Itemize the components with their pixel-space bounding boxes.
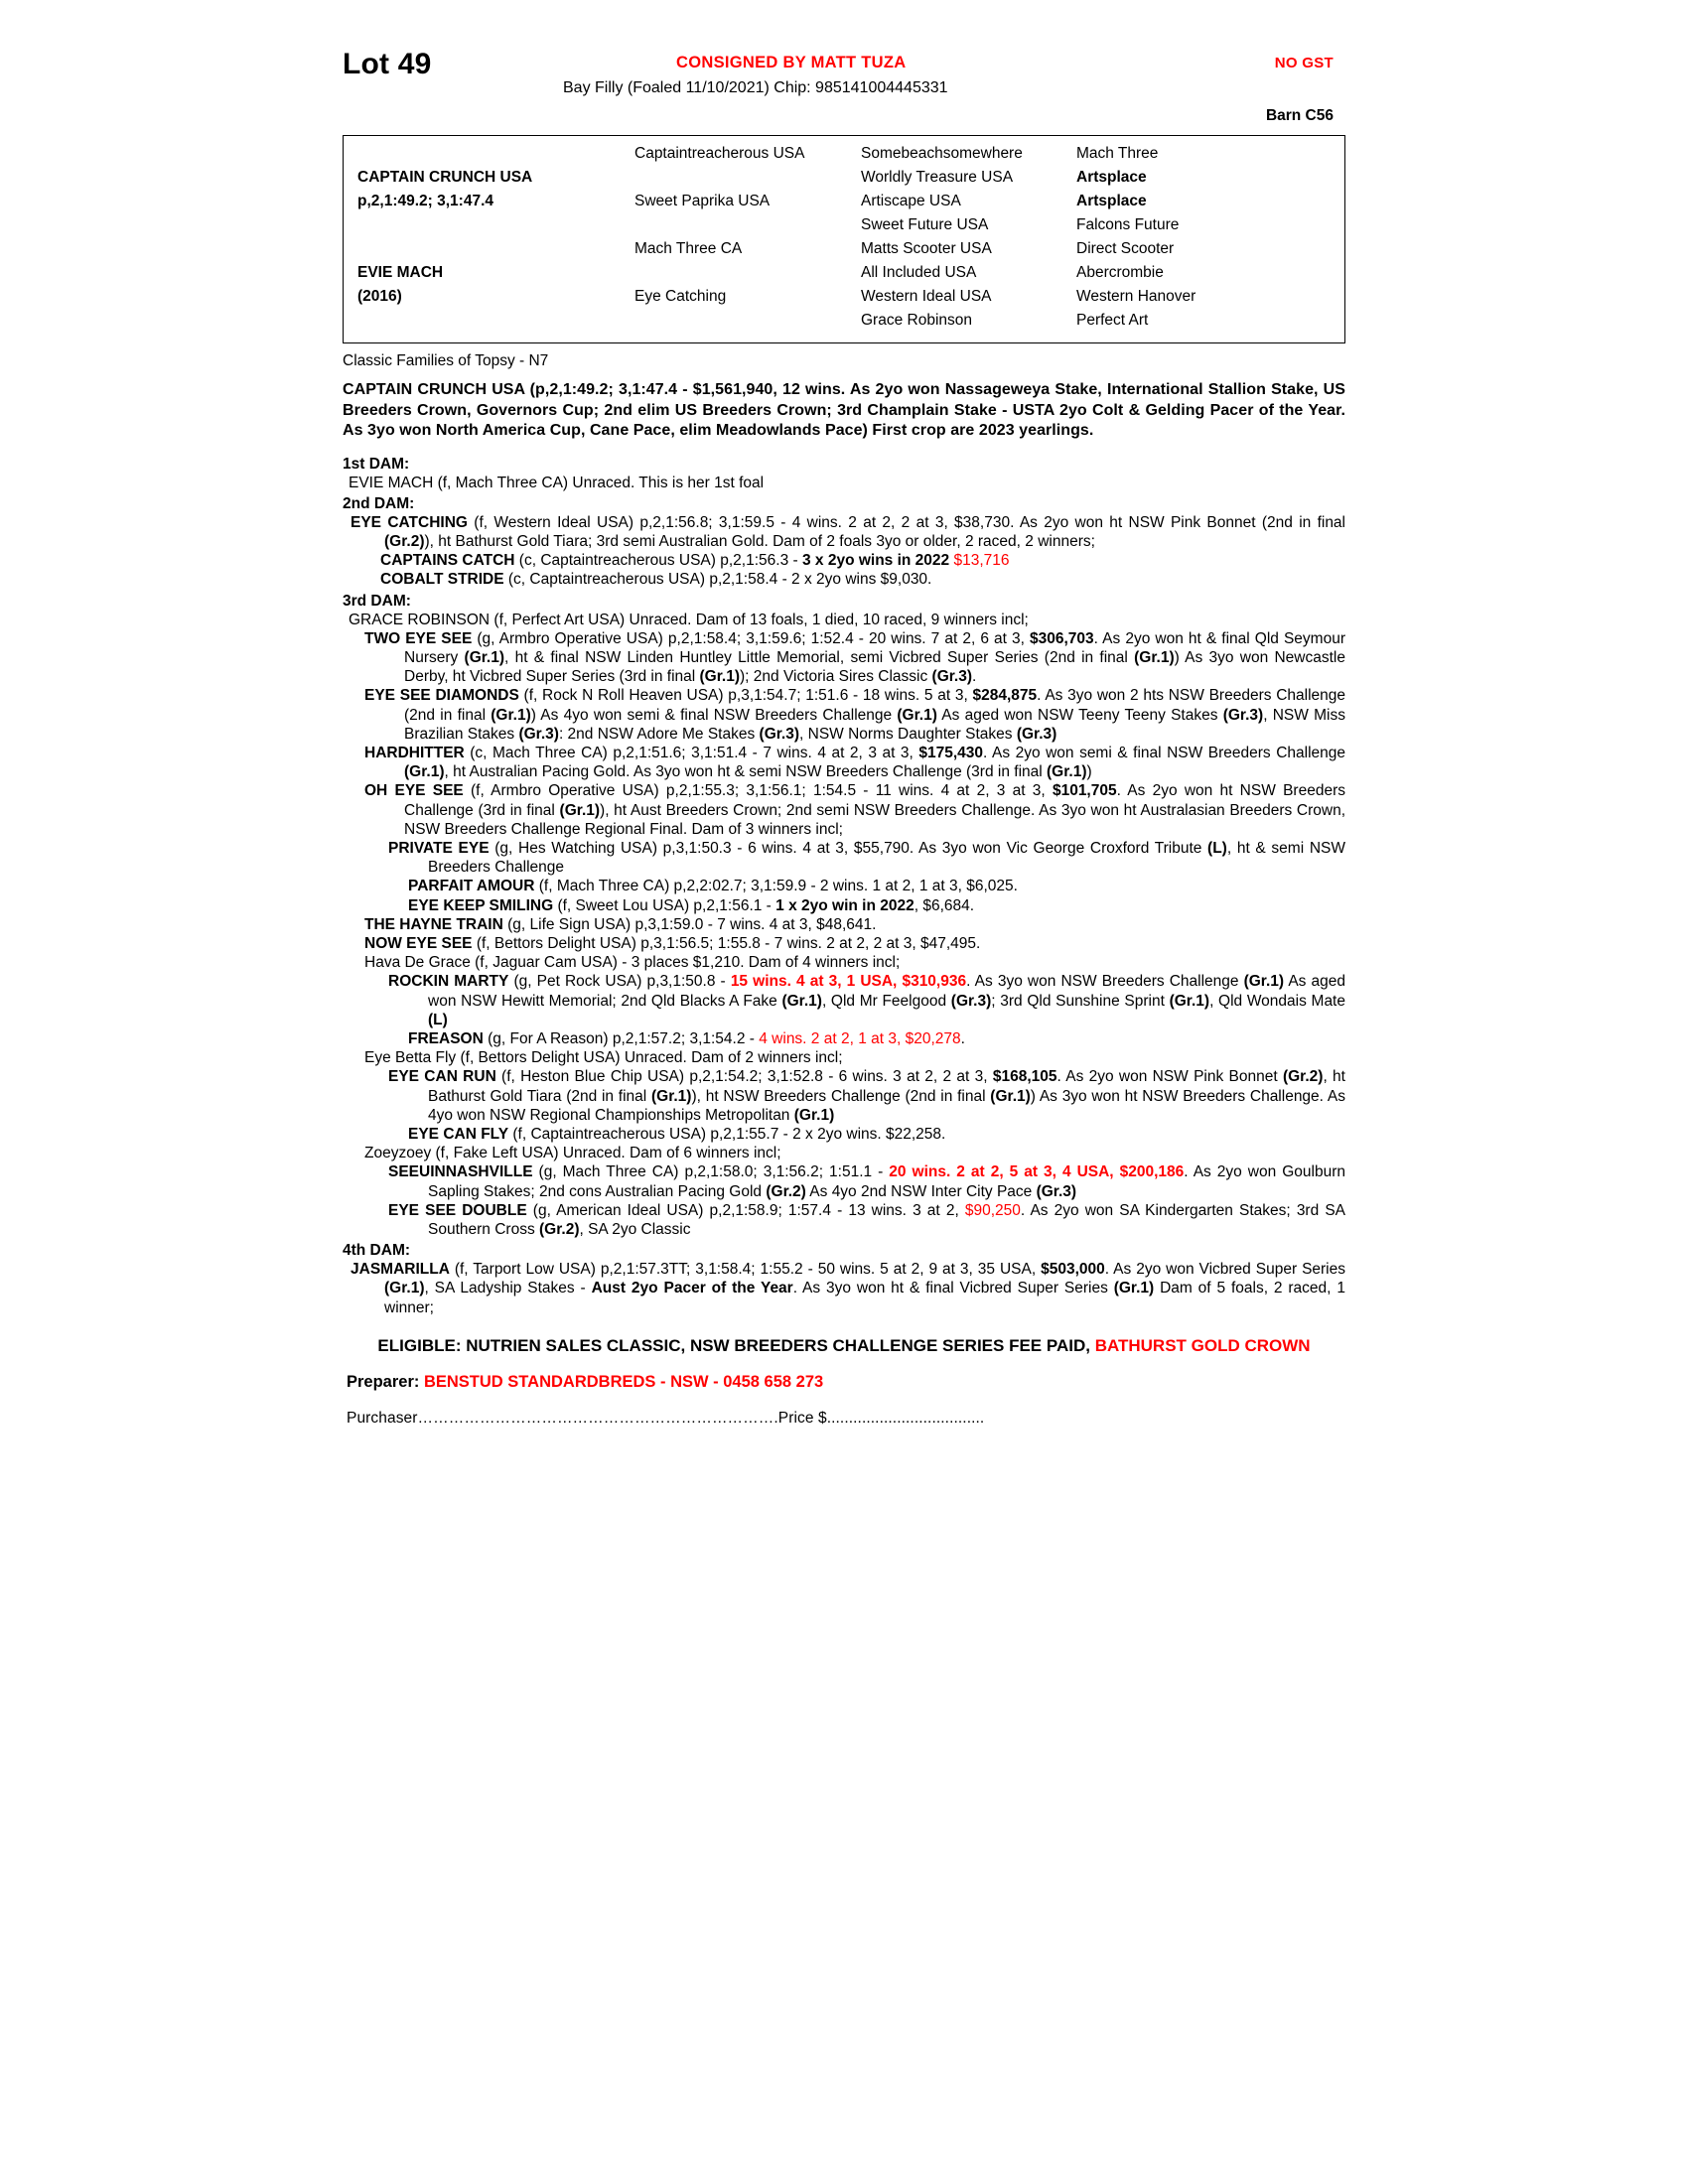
seeuinnashville-name: SEEUINNASHVILLE bbox=[388, 1163, 533, 1181]
nes-p1: (f, Bettors Delight USA) p,3,1:56.5; 1:55.8 - 7 wins. 2 at 2, 2 at 3, $47,495. bbox=[472, 934, 981, 952]
rm-p4: , Qld Mr Feelgood bbox=[821, 992, 951, 1010]
esd-gr3a: (Gr.3) bbox=[1222, 706, 1264, 724]
ecr-p1: (f, Heston Blue Chip USA) p,2,1:54.2; 3,1:52.8 - 6 wins. 3 at 2, 2 at 3, bbox=[495, 1068, 993, 1086]
hayne-train-entry bbox=[343, 915, 1345, 934]
oes-p2: . As 2yo won ht NSW Breeders Challenge (3rd in final bbox=[404, 782, 1345, 819]
ecr-gr1b: (Gr.1) bbox=[990, 1087, 1031, 1105]
now-eye-see-name: NOW EYE SEE bbox=[364, 934, 473, 952]
eye-betta-fly-entry: Eye Betta Fly (f, Bettors Delight USA) Unraced. Dam of 2 winners incl; bbox=[364, 1049, 843, 1067]
pa-p1: (f, Mach Three CA) p,2,2:02.7; 3,1:59.9 - 2 wins. 1 at 2, 1 at 3, $6,025. bbox=[534, 878, 1018, 895]
two-eye-see-gr3: (Gr.3) bbox=[931, 668, 973, 686]
two-eye-see-money: $306,703 bbox=[1030, 629, 1094, 647]
rm-red: 15 wins. 4 at 3, 1 USA, $310,936 bbox=[730, 973, 967, 991]
freason-name: FREASON bbox=[408, 1029, 484, 1047]
sire-gg3: Artsplace bbox=[1076, 193, 1147, 209]
dam-name: EVIE MACH bbox=[357, 264, 444, 281]
hayne-train-name: THE HAYNE TRAIN bbox=[364, 915, 503, 933]
jas-bold: Aust 2yo Pacer of the Year bbox=[591, 1280, 793, 1297]
rm-gr1b: (Gr.1) bbox=[781, 992, 822, 1010]
rm-gr3a: (Gr.3) bbox=[950, 992, 992, 1010]
jas-p3: , SA Ladyship Stakes - bbox=[424, 1280, 592, 1297]
rm-p6: , Qld Wondais Mate bbox=[1209, 992, 1345, 1010]
dam-g2: All Included USA bbox=[861, 264, 977, 281]
captains-catch-entry bbox=[343, 551, 1345, 570]
esd-gr3d: (Gr.3) bbox=[1016, 725, 1057, 743]
ecr-p2: . As 2yo won NSW Pink Bonnet bbox=[1056, 1068, 1283, 1086]
barn-label: Barn C56 bbox=[1265, 107, 1334, 124]
dam-g1: Matts Scooter USA bbox=[861, 240, 992, 257]
esdb-red: $90,250 bbox=[964, 1201, 1021, 1219]
third-dam-heading: 3rd DAM: bbox=[343, 592, 411, 610]
ecf-p1: (f, Captaintreacherous USA) p,2,1:55.7 - 2 x 2yo wins. $22,258. bbox=[508, 1126, 946, 1143]
zoeyzoey-entry: Zoeyzoey (f, Fake Left USA) Unraced. Dam of 6 winners incl; bbox=[364, 1145, 781, 1162]
parfait-amour-entry bbox=[343, 877, 1345, 895]
jasmarilla-entry bbox=[343, 1260, 1345, 1317]
sn-p3: As 4yo 2nd NSW Inter City Pace bbox=[805, 1182, 1037, 1200]
jas-gr1a: (Gr.1) bbox=[384, 1280, 425, 1297]
jasmarilla-name: JASMARILLA bbox=[351, 1261, 450, 1279]
esd-gr1b: (Gr.1) bbox=[897, 706, 937, 724]
esd-p2: . As 3yo won 2 hts NSW Breeders Challenge (2nd in final bbox=[404, 687, 1345, 724]
gst-badge: NO GST bbox=[1274, 55, 1334, 71]
jas-p2: . As 2yo won Vicbred Super Series bbox=[1104, 1261, 1345, 1279]
hardhitter-p4: ) bbox=[1086, 763, 1092, 781]
two-eye-see-p2: . As 2yo won ht & final Qld Seymour Nursery bbox=[404, 629, 1345, 666]
page-header bbox=[343, 46, 1345, 131]
two-eye-see-name: TWO EYE SEE bbox=[364, 629, 473, 647]
first-dam-text: EVIE MACH (f, Mach Three CA) Unraced. This is her 1st foal bbox=[349, 474, 765, 491]
sn-red: 20 wins. 2 at 2, 5 at 3, 4 USA, $200,186 bbox=[889, 1163, 1185, 1181]
esd-p1: (f, Rock N Roll Heaven USA) p,3,1:54.7; 1:51.6 - 18 wins. 5 at 3, bbox=[518, 687, 973, 705]
cobalt-stride-entry bbox=[343, 570, 1345, 589]
jas-p1: (f, Tarport Low USA) p,2,1:57.3TT; 3,1:58.4; 1:55.2 - 50 wins. 5 at 2, 9 at 3, 35 USA, bbox=[449, 1261, 1042, 1279]
sire-g3: Artiscape USA bbox=[861, 193, 961, 209]
dam-gg1: Direct Scooter bbox=[1076, 240, 1175, 257]
eye-can-run-name: EYE CAN RUN bbox=[388, 1068, 496, 1086]
sire-g4: Sweet Future USA bbox=[861, 216, 989, 233]
sire-time: p,2,1:49.2; 3,1:47.4 bbox=[357, 193, 493, 209]
first-dam-heading: 1st DAM: bbox=[343, 455, 410, 473]
freason-entry bbox=[343, 1029, 1345, 1048]
two-eye-see-gr1c: (Gr.1) bbox=[699, 668, 740, 686]
eye-catching-entry bbox=[343, 513, 1345, 551]
sire-gg4: Falcons Future bbox=[1076, 216, 1180, 233]
rm-p3: As aged won NSW Hewitt Memorial; 2nd Qld Blacks A Fake bbox=[428, 973, 1345, 1010]
eks-bold: 1 x 2yo win in 2022 bbox=[775, 896, 914, 914]
sn-p2: . As 2yo won Goulburn Sapling Stakes; 2nd cons Australian Pacing Gold bbox=[428, 1163, 1345, 1200]
hardhitter-entry bbox=[343, 744, 1345, 781]
ecr-gr1a: (Gr.1) bbox=[650, 1087, 692, 1105]
rockin-marty-name: ROCKIN MARTY bbox=[388, 973, 509, 991]
esd-p7: , NSW Norms Daughter Stakes bbox=[799, 725, 1017, 743]
dam-gg2: Abercrombie bbox=[1076, 264, 1164, 281]
sire-gg2: Artsplace bbox=[1076, 169, 1147, 186]
rm-p5: ; 3rd Qld Sunshine Sprint bbox=[991, 992, 1170, 1010]
pe-p1: (g, Hes Watching USA) p,3,1:50.3 - 6 wins. 4 at 3, $55,790. As 3yo won Vic George Croxford Tribute bbox=[489, 839, 1208, 857]
esd-p5: , NSW Miss Brazilian Stakes bbox=[404, 706, 1346, 743]
grace-robinson-text: GRACE ROBINSON (f, Perfect Art USA) Unraced. Dam of 13 foals, 1 died, 10 raced, 9 winners incl; bbox=[349, 611, 1029, 628]
two-eye-see-gr1a: (Gr.1) bbox=[464, 648, 505, 666]
two-eye-see-gr1b: (Gr.1) bbox=[1134, 648, 1175, 666]
sire-sire: Captaintreacherous USA bbox=[634, 145, 805, 162]
sire-g2: Worldly Treasure USA bbox=[861, 169, 1014, 186]
preparer-name: BENSTUD STANDARDBREDS - NSW - 0458 658 273 bbox=[423, 1372, 824, 1391]
eye-catching-body2: ), ht Bathurst Gold Tiara; 3rd semi Australian Gold. Dam of 2 foals 3yo or older, 2 raced, 2 winners; bbox=[424, 532, 1095, 550]
oes-p3: ), ht Aust Breeders Crown; 2nd semi NSW Breeders Challenge. As 3yo won ht Australasian Breeders Crown, NSW Breeders Challenge Regional Final. Dam of 3 winners incl; bbox=[404, 801, 1346, 838]
sire-dam: Sweet Paprika USA bbox=[634, 193, 771, 209]
esdb-p3: , SA 2yo Classic bbox=[579, 1221, 691, 1239]
family-line: Classic Families of Topsy - N7 bbox=[343, 352, 549, 369]
two-eye-see-entry bbox=[343, 629, 1345, 687]
esdb-p2: . As 2yo won SA Kindergarten Stakes; 3rd SA Southern Cross bbox=[428, 1201, 1345, 1239]
cobalt-stride-name: COBALT STRIDE bbox=[380, 571, 504, 589]
rm-gr1c: (Gr.1) bbox=[1169, 992, 1210, 1010]
eye-catching-name: EYE CATCHING bbox=[351, 513, 468, 531]
dam-g4: Grace Robinson bbox=[861, 312, 973, 329]
esdb-p1: (g, American Ideal USA) p,2,1:58.9; 1:57.4 - 13 wins. 3 at 2, bbox=[526, 1201, 965, 1219]
hardhitter-money: $175,430 bbox=[918, 744, 984, 761]
two-eye-see-p5: ); 2nd Victoria Sires Classic bbox=[740, 668, 932, 686]
two-eye-see-p6: . bbox=[972, 668, 977, 686]
rm-gr1a: (Gr.1) bbox=[1243, 973, 1285, 991]
fourth-dam-heading: 4th DAM: bbox=[343, 1242, 411, 1260]
rm-p1: (g, Pet Rock USA) p,3,1:50.8 - bbox=[508, 973, 731, 991]
sire-summary: CAPTAIN CRUNCH USA (p,2,1:49.2; 3,1:47.4 - $1,561,940, 12 wins. As 2yo won Nassageweya Stake, International Stallion Stake, US Breeders Crown, Governors Cup; 2nd elim US Breeders Crown; 3rd Champlain Stake - USTA 2yo Colt & Gelding Pacer of the Year. As 3yo won North America Cup, Cane Pace, elim Meadowlands Pace) First crop are 2023 yearlings. bbox=[343, 381, 1345, 439]
dam-sire: Mach Three CA bbox=[634, 240, 743, 257]
eligible-block bbox=[343, 1335, 1345, 1357]
two-eye-see-p4: ) As 3yo won Newcastle Derby, ht Vicbred Super Series (3rd in final bbox=[404, 648, 1345, 686]
ecr-p4: ), ht NSW Breeders Challenge (2nd in final bbox=[691, 1087, 991, 1105]
esdb-gr2: (Gr.2) bbox=[539, 1221, 580, 1239]
eligible-highlight: BATHURST GOLD CROWN bbox=[1094, 1335, 1311, 1355]
oes-p1: (f, Armbro Operative USA) p,2,1:55.3; 3,1:56.1; 1:54.5 - 11 wins. 4 at 2, 3 at 3, bbox=[463, 782, 1053, 800]
jas-gr1b: (Gr.1) bbox=[1113, 1280, 1155, 1297]
hardhitter-p1: (c, Mach Three CA) p,2,1:51.6; 3,1:51.4 - 7 wins. 4 at 2, 3 at 3, bbox=[464, 744, 919, 761]
eye-see-double-name: EYE SEE DOUBLE bbox=[388, 1201, 527, 1219]
pedigree-table bbox=[343, 135, 1345, 343]
pe-p2: , ht & semi NSW Breeders Challenge bbox=[428, 839, 1345, 877]
esd-money: $284,875 bbox=[972, 687, 1038, 705]
esd-gr3c: (Gr.3) bbox=[759, 725, 800, 743]
eks-p2: , $6,684. bbox=[914, 896, 975, 914]
hardhitter-p2: . As 2yo won semi & final NSW Breeders Challenge bbox=[983, 744, 1346, 761]
fr-red: 4 wins. 2 at 2, 1 at 3, $20,278 bbox=[759, 1029, 961, 1047]
hardhitter-p3: , ht Australian Pacing Gold. As 3yo won ht & semi NSW Breeders Challenge (3rd in final bbox=[444, 763, 1048, 781]
eye-see-diamonds-entry bbox=[343, 686, 1345, 744]
ecr-gr2: (Gr.2) bbox=[1282, 1068, 1324, 1086]
sire-g1: Somebeachsomewhere bbox=[861, 145, 1023, 162]
dam-gg3: Western Hanover bbox=[1076, 288, 1196, 305]
hardhitter-gr1a: (Gr.1) bbox=[404, 763, 445, 781]
ecr-p3: , ht Bathurst Gold Tiara (2nd in final bbox=[428, 1068, 1345, 1105]
jas-p4: . As 3yo won ht & final Vicbred Super Series bbox=[792, 1280, 1114, 1297]
two-eye-see-p3: , ht & final NSW Linden Huntley Little Memorial, semi Vicbred Super Series (2nd in final bbox=[504, 648, 1135, 666]
esd-p4: As aged won NSW Teeny Teeny Stakes bbox=[936, 706, 1223, 724]
rm-l: (L) bbox=[428, 1011, 448, 1028]
oh-eye-see-name: OH EYE SEE bbox=[364, 782, 464, 800]
seeuinnashville-entry bbox=[343, 1162, 1345, 1200]
ecr-gr1c: (Gr.1) bbox=[793, 1106, 835, 1124]
catalogue-sheet bbox=[343, 46, 1345, 1428]
sire-name: CAPTAIN CRUNCH USA bbox=[357, 169, 533, 186]
oh-eye-see-entry bbox=[343, 781, 1345, 839]
eye-can-fly-name: EYE CAN FLY bbox=[408, 1126, 509, 1143]
rockin-marty-entry bbox=[343, 972, 1345, 1029]
now-eye-see-entry bbox=[343, 934, 1345, 953]
jas-money: $503,000 bbox=[1041, 1261, 1105, 1279]
oes-money: $101,705 bbox=[1052, 782, 1117, 800]
ecr-money: $168,105 bbox=[992, 1068, 1057, 1086]
hardhitter-name: HARDHITTER bbox=[364, 744, 465, 761]
private-eye-entry bbox=[343, 839, 1345, 877]
sn-gr3: (Gr.3) bbox=[1036, 1182, 1077, 1200]
ht-p1: (g, Life Sign USA) p,3,1:59.0 - 7 wins. 4 at 3, $48,641. bbox=[502, 915, 877, 933]
ecr-p5: ) As 3yo won ht NSW Breeders Challenge. As 4yo won NSW Regional Championships Metropolitan bbox=[428, 1087, 1345, 1124]
eye-catching-gr2: (Gr.2) bbox=[384, 532, 425, 550]
sire-gg1: Mach Three bbox=[1076, 145, 1159, 162]
eligible-text: ELIGIBLE: NUTRIEN SALES CLASSIC, NSW BREEDERS CHALLENGE SERIES FEE PAID, bbox=[377, 1335, 1095, 1355]
dam-year: (2016) bbox=[357, 288, 402, 305]
consignor-label: CONSIGNED BY MATT TUZA bbox=[676, 54, 907, 71]
eye-can-fly-entry bbox=[343, 1125, 1345, 1144]
eye-keep-smiling-entry bbox=[343, 896, 1345, 915]
esd-p3: ) As 4yo won semi & final NSW Breeders Challenge bbox=[530, 706, 898, 724]
captains-catch-wins: 3 x 2yo wins in 2022 bbox=[801, 552, 950, 570]
sn-gr2: (Gr.2) bbox=[766, 1182, 806, 1200]
horse-description: Bay Filly (Foaled 11/10/2021) Chip: 985141004445331 bbox=[563, 79, 948, 96]
eks-name: EYE KEEP SMILING bbox=[408, 896, 554, 914]
purchaser-line: Purchaser…………………………………………………………….Price $.................................... bbox=[347, 1409, 985, 1427]
sn-p1: (g, Mach Three CA) p,2,1:58.0; 3,1:56.2; 1:51.1 - bbox=[532, 1163, 890, 1181]
captains-catch-body: (c, Captaintreacherous USA) p,2,1:56.3 - bbox=[514, 552, 802, 570]
eye-see-double-entry bbox=[343, 1201, 1345, 1239]
dam-dam: Eye Catching bbox=[634, 288, 727, 305]
fr-p1: (g, For A Reason) p,2,1:57.2; 3,1:54.2 - bbox=[483, 1029, 760, 1047]
eye-catching-body: (f, Western Ideal USA) p,2,1:56.8; 3,1:59.5 - 4 wins. 2 at 2, 2 at 3, $38,730. As 2yo won ht NSW Pink Bonnet (2nd in final bbox=[467, 513, 1345, 531]
captains-catch-name: CAPTAINS CATCH bbox=[380, 552, 515, 570]
eye-see-diamonds-name: EYE SEE DIAMONDS bbox=[364, 687, 519, 705]
pe-l: (L) bbox=[1207, 839, 1227, 857]
captains-catch-earnings: $13,716 bbox=[953, 552, 1010, 570]
eye-can-run-entry bbox=[343, 1067, 1345, 1125]
private-eye-name: PRIVATE EYE bbox=[388, 839, 490, 857]
preparer-block bbox=[343, 1373, 1345, 1392]
eks-p1: (f, Sweet Lou USA) p,2,1:56.1 - bbox=[553, 896, 776, 914]
fr-p2: . bbox=[960, 1029, 965, 1047]
esd-p6: : 2nd NSW Adore Me Stakes bbox=[558, 725, 760, 743]
rm-p2: . As 3yo won NSW Breeders Challenge bbox=[966, 973, 1244, 991]
hava-de-grace-entry: Hava De Grace (f, Jaguar Cam USA) - 3 places $1,210. Dam of 4 winners incl; bbox=[364, 954, 901, 972]
dam-g3: Western Ideal USA bbox=[861, 288, 992, 305]
preparer-label: Preparer: bbox=[347, 1372, 424, 1391]
jas-p5: Dam of 5 foals, 2 raced, 1 winner; bbox=[384, 1280, 1345, 1316]
cobalt-stride-body: (c, Captaintreacherous USA) p,2,1:58.4 - 2 x 2yo wins $9,030. bbox=[503, 571, 932, 589]
esd-gr1a: (Gr.1) bbox=[491, 706, 531, 724]
second-dam-heading: 2nd DAM: bbox=[343, 494, 415, 512]
parfait-amour-name: PARFAIT AMOUR bbox=[408, 878, 535, 895]
esd-gr3b: (Gr.3) bbox=[518, 725, 559, 743]
lot-number: Lot 49 bbox=[343, 48, 432, 80]
two-eye-see-p1: (g, Armbro Operative USA) p,2,1:58.4; 3,1:59.6; 1:52.4 - 20 wins. 7 at 2, 6 at 3, bbox=[472, 629, 1031, 647]
oes-gr1a: (Gr.1) bbox=[559, 801, 601, 819]
dam-gg4: Perfect Art bbox=[1076, 312, 1149, 329]
hardhitter-gr1b: (Gr.1) bbox=[1047, 763, 1087, 781]
